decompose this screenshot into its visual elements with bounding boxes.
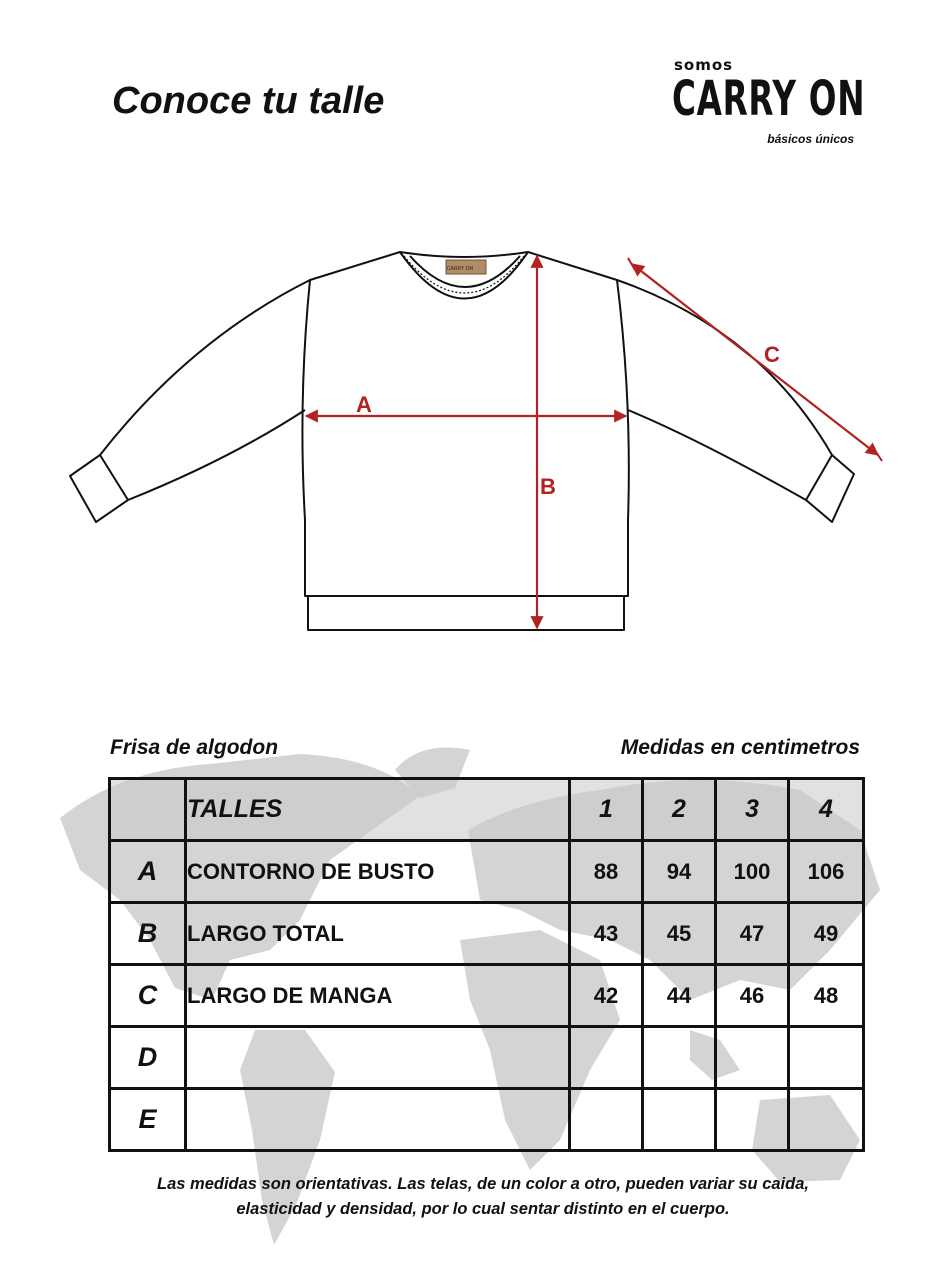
size-header: 4 [789, 779, 864, 841]
row-label [186, 1027, 570, 1089]
size-header: 1 [570, 779, 643, 841]
neck-label-text: CARRY ON [446, 266, 474, 272]
sweatshirt-outline [302, 252, 628, 596]
right-sleeve [617, 280, 832, 500]
row-label: LARGO DE MANGA [186, 965, 570, 1027]
row-value: 106 [789, 841, 864, 903]
row-value [716, 1089, 789, 1151]
label-c: C [764, 342, 780, 367]
row-letter: A [110, 841, 186, 903]
label-a: A [356, 392, 372, 417]
left-cuff [70, 455, 128, 522]
left-sleeve [100, 280, 310, 500]
row-value: 42 [570, 965, 643, 1027]
disclaimer-line: elasticidad y densidad, por lo cual sentar distinto en el cuerpo. [236, 1200, 730, 1218]
row-label: CONTORNO DE BUSTO [186, 841, 570, 903]
row-value [570, 1027, 643, 1089]
row-value: 45 [643, 903, 716, 965]
disclaimer-line: Las medidas son orientativas. Las telas, de un color a otro, pueden variar su caida, [157, 1175, 809, 1193]
table-header-row [110, 779, 864, 841]
row-value: 43 [570, 903, 643, 965]
hem-band [308, 596, 624, 630]
row-value: 46 [716, 965, 789, 1027]
label-b: B [540, 474, 556, 499]
row-value [570, 1089, 643, 1151]
size-header: 2 [643, 779, 716, 841]
row-label [186, 1089, 570, 1151]
talles-header: TALLES [186, 779, 570, 841]
row-value [716, 1027, 789, 1089]
table-row [110, 1027, 864, 1089]
row-value: 88 [570, 841, 643, 903]
row-letter: E [110, 1089, 186, 1151]
page-title: Conoce tu talle [112, 80, 385, 122]
brand-prefix: somos [674, 56, 734, 74]
table-row [110, 1089, 864, 1151]
arrow-c [632, 264, 878, 455]
row-value: 49 [789, 903, 864, 965]
brand-name: CARRY ON [672, 71, 866, 127]
row-value: 100 [716, 841, 789, 903]
row-value: 47 [716, 903, 789, 965]
row-value [643, 1027, 716, 1089]
table-corner-cell [110, 779, 186, 841]
row-letter: B [110, 903, 186, 965]
size-chart-table [108, 777, 865, 1152]
row-value: 48 [789, 965, 864, 1027]
size-header: 3 [716, 779, 789, 841]
collar-outer [400, 252, 528, 299]
table-row [110, 903, 864, 965]
table-row [110, 965, 864, 1027]
fabric-label: Frisa de algodon [110, 736, 279, 759]
row-letter: D [110, 1027, 186, 1089]
row-label: LARGO TOTAL [186, 903, 570, 965]
units-label: Medidas en centimetros [620, 736, 860, 759]
row-letter: C [110, 965, 186, 1027]
disclaimer-note [100, 1172, 866, 1222]
row-value [643, 1089, 716, 1151]
table-row [110, 841, 864, 903]
row-value [789, 1089, 864, 1151]
row-value: 44 [643, 965, 716, 1027]
brand-tagline: básicos únicos [767, 132, 854, 146]
row-value: 94 [643, 841, 716, 903]
row-value [789, 1027, 864, 1089]
